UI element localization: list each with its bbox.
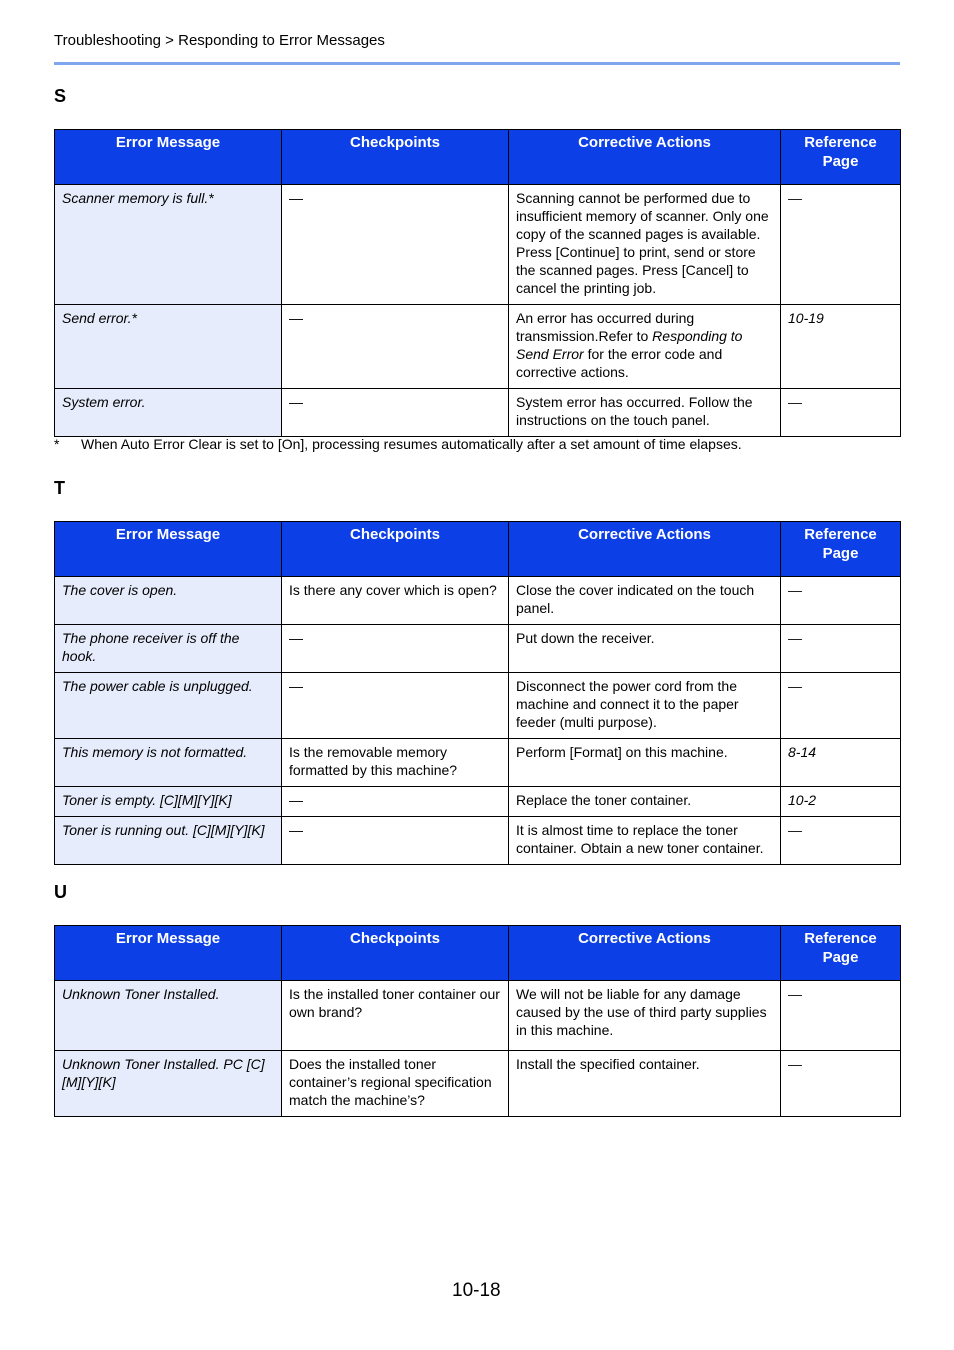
- corrective-action-cell: We will not be liable for any damage caused by the use of third party supplies in this machine.: [509, 981, 781, 1051]
- error-message-cell: Scanner memory is full.*: [55, 185, 282, 305]
- error-message-cell: Toner is running out. [C][M][Y][K]: [55, 817, 282, 865]
- reference-page-cell: —: [781, 577, 901, 625]
- corrective-action-cell: Perform [Format] on this machine.: [509, 739, 781, 787]
- corrective-action-cell: Close the cover indicated on the touch panel.: [509, 577, 781, 625]
- table-row: [55, 577, 901, 625]
- table-row: [55, 981, 901, 1051]
- table-row: [55, 673, 901, 739]
- checkpoint-cell: —: [282, 625, 509, 673]
- reference-page-cell: —: [781, 625, 901, 673]
- error-message-cell: Unknown Toner Installed.: [55, 981, 282, 1051]
- corrective-action-cell: Replace the toner container.: [509, 787, 781, 817]
- column-header-checkpoints: Checkpoints: [282, 130, 509, 185]
- section-letter-t: T: [54, 478, 65, 498]
- corrective-action-cell: Disconnect the power cord from the machine and connect it to the paper feeder (multi purpose).: [509, 673, 781, 739]
- table-row: [55, 305, 901, 389]
- error-message-cell: The phone receiver is off the hook.: [55, 625, 282, 673]
- checkpoint-cell: —: [282, 787, 509, 817]
- corrective-action-cell: Scanning cannot be performed due to insufficient memory of scanner. Only one copy of the scanned pages is available. Press [Continue] to print, send or store the scanned pages. Press [Cancel] to cancel the printing job.: [509, 185, 781, 305]
- checkpoint-cell: Is there any cover which is open?: [282, 577, 509, 625]
- error-message-cell: System error.: [55, 389, 282, 437]
- checkpoint-cell: Is the removable memory formatted by this machine?: [282, 739, 509, 787]
- section-letter-u: U: [54, 882, 67, 902]
- action-text: for the error code and corrective actions.: [516, 346, 723, 380]
- error-message-cell: The power cable is unplugged.: [55, 673, 282, 739]
- checkpoint-cell: Does the installed toner container’s regional specification match the machine’s?: [282, 1051, 509, 1117]
- table-row: [55, 787, 901, 817]
- corrective-action-cell: Put down the receiver.: [509, 625, 781, 673]
- checkpoint-cell: —: [282, 185, 509, 305]
- footnote-text: When Auto Error Clear is set to [On], processing resumes automatically after a set amount of time elapses.: [81, 436, 742, 452]
- table-header-row: [55, 130, 901, 185]
- reference-page-cell: —: [781, 817, 901, 865]
- column-header-corrective-actions: Corrective Actions: [509, 130, 781, 185]
- reference-page-cell[interactable]: 10-2: [781, 787, 901, 817]
- checkpoint-cell: —: [282, 305, 509, 389]
- column-header-checkpoints: Checkpoints: [282, 926, 509, 981]
- corrective-action-cell: It is almost time to replace the toner container. Obtain a new toner container.: [509, 817, 781, 865]
- corrective-action-cell: Install the specified container.: [509, 1051, 781, 1117]
- page-number: 10-18: [452, 1280, 501, 1301]
- error-message-cell: This memory is not formatted.: [55, 739, 282, 787]
- footnote-mark: *: [54, 436, 60, 452]
- error-message-cell: Toner is empty. [C][M][Y][K]: [55, 787, 282, 817]
- breadcrumb: Troubleshooting > Responding to Error Messages: [54, 32, 385, 49]
- column-header-error-message: Error Message: [55, 522, 282, 577]
- column-header-reference-page: Reference Page: [781, 522, 901, 577]
- action-text: An error has occurred during transmission.Refer to: [516, 310, 695, 344]
- error-table-u: [54, 925, 901, 1117]
- reference-page-cell[interactable]: 10-19: [781, 305, 901, 389]
- table-header-row: [55, 926, 901, 981]
- error-message-cell: The cover is open.: [55, 577, 282, 625]
- column-header-reference-page: Reference Page: [781, 130, 901, 185]
- header-rule: [54, 62, 900, 65]
- reference-page-cell: —: [781, 673, 901, 739]
- reference-page-cell[interactable]: 8-14: [781, 739, 901, 787]
- cross-reference-link[interactable]: Responding to Send Error: [516, 328, 743, 362]
- error-table-t: [54, 521, 901, 865]
- column-header-corrective-actions: Corrective Actions: [509, 522, 781, 577]
- checkpoint-cell: Is the installed toner container our own brand?: [282, 981, 509, 1051]
- checkpoint-cell: —: [282, 817, 509, 865]
- reference-page-cell: —: [781, 389, 901, 437]
- table-row: [55, 739, 901, 787]
- column-header-error-message: Error Message: [55, 926, 282, 981]
- table-row: [55, 625, 901, 673]
- table-row: [55, 185, 901, 305]
- checkpoint-cell: —: [282, 389, 509, 437]
- corrective-action-cell: [509, 305, 781, 389]
- table-row: [55, 389, 901, 437]
- reference-page-cell: —: [781, 1051, 901, 1117]
- table-row: [55, 817, 901, 865]
- column-header-reference-page: Reference Page: [781, 926, 901, 981]
- column-header-checkpoints: Checkpoints: [282, 522, 509, 577]
- section-letter-s: S: [54, 86, 67, 106]
- table-header-row: [55, 522, 901, 577]
- error-table-s: [54, 129, 901, 437]
- error-message-cell: Unknown Toner Installed. PC [C][M][Y][K]: [55, 1051, 282, 1117]
- footnote: [54, 436, 742, 452]
- table-row: [55, 1051, 901, 1117]
- column-header-corrective-actions: Corrective Actions: [509, 926, 781, 981]
- error-message-cell: Send error.*: [55, 305, 282, 389]
- reference-page-cell: —: [781, 981, 901, 1051]
- corrective-action-cell: System error has occurred. Follow the instructions on the touch panel.: [509, 389, 781, 437]
- reference-page-cell: —: [781, 185, 901, 305]
- checkpoint-cell: —: [282, 673, 509, 739]
- column-header-error-message: Error Message: [55, 130, 282, 185]
